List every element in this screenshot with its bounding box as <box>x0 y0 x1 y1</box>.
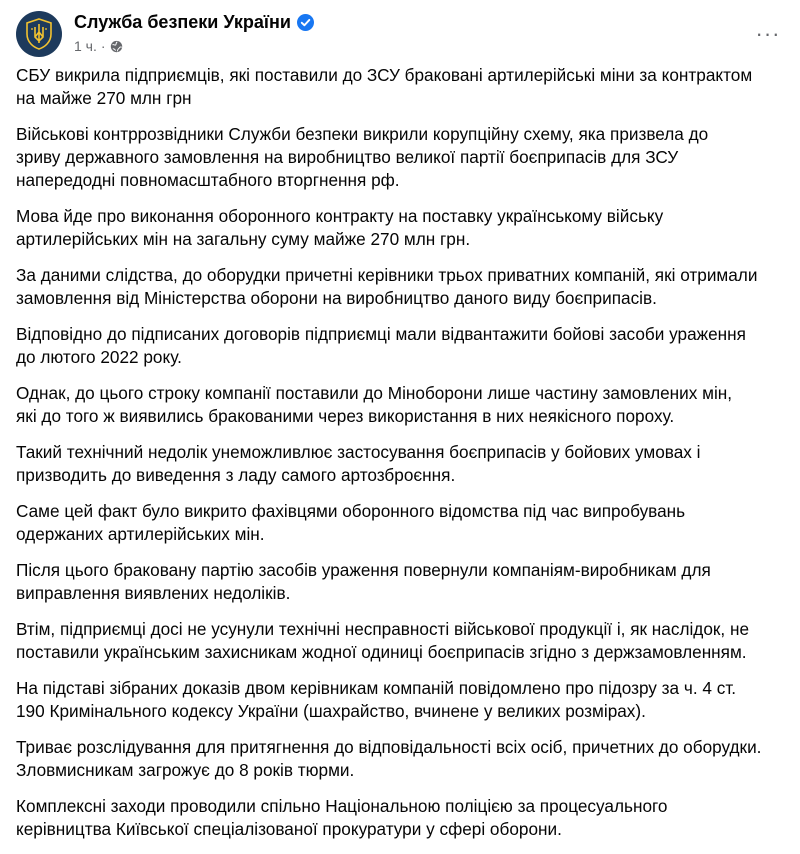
post-meta <box>74 38 123 54</box>
post-paragraph: Відповідно до підписаних договорів підприємці мали відвантажити бойові засоби ураження до лютого 2022 року. <box>16 324 746 367</box>
post-paragraph: За даними слідства, до оборудки причетні керівники трьох приватних компаній, які отримали замовлення від Міністерства оборони на виробництво даного виду боєприпасів. <box>16 265 758 308</box>
meta-separator: · <box>100 38 106 54</box>
post-timestamp[interactable]: 1 ч. <box>74 38 97 54</box>
post-paragraph: Втім, підприємці досі не усунули технічні несправності військової продукції і, як наслідок, не поставили українським захисникам жодної одиниці боєприпасів згідно з держзамовленням. <box>16 619 750 662</box>
post-paragraph: Триває розслідування для притягнення до відповідальності всіх осіб, причетних до оборудки. Зловмисникам загрожує до 8 років тюрми. <box>16 737 762 780</box>
post-paragraph: Військові контррозвідники Служби безпеки викрили корупційну схему, яка призвела до зриву державного замовлення на виробництво великої партії боєприпасів для ЗСУ напередодні повномасштабного вторгнення рф. <box>16 124 709 190</box>
post-paragraph: Після цього браковану партію засобів ураження повернули компаніям-виробникам для виправлення виявлених недоліків. <box>16 560 711 603</box>
post-body <box>16 64 788 854</box>
more-options-icon: ··· <box>755 21 781 46</box>
post-paragraph: Однак, до цього строку компанії поставили до Міноборони лише частину замовлених мін, які до того ж виявились бракованими через використання в них неякісного пороху. <box>16 383 733 426</box>
more-options-button[interactable] <box>750 16 786 52</box>
post-header <box>16 8 786 62</box>
post-paragraph: Мова йде про виконання оборонного контракту на поставку українському війську артилерійських мін на загальну суму майже 270 млн грн. <box>16 206 664 249</box>
post-paragraph: На підставі зібраних доказів двом керівникам компаній повідомлено про підозру за ч. 4 ст. 190 Кримінального кодексу України (шахрайство, вчинене у великих розмірах). <box>16 678 737 721</box>
page-name-row <box>74 12 314 33</box>
globe-icon[interactable] <box>110 40 123 53</box>
page-name[interactable]: Служба безпеки України <box>74 12 291 32</box>
post-paragraph: Саме цей факт було викрито фахівцями оборонного відомства під час випробувань одержаних артилерійських мін. <box>16 501 686 544</box>
verified-badge-icon <box>297 14 314 31</box>
avatar[interactable] <box>16 11 62 57</box>
sbu-emblem-icon <box>24 17 54 51</box>
post-paragraph: Такий технічний недолік унеможливлює застосування боєприпасів у бойових умовах і призводить до виведення з ладу самого артозброєння. <box>16 442 701 485</box>
post-paragraph: Комплексні заходи проводили спільно Національною поліцією за процесуального керівництва Київської спеціалізованої прокуратури у сфері оборони. <box>16 796 668 839</box>
post-paragraph: СБУ викрила підприємців, які поставили до ЗСУ браковані артилерійські міни за контрактом на майже 270 млн грн <box>16 65 753 108</box>
